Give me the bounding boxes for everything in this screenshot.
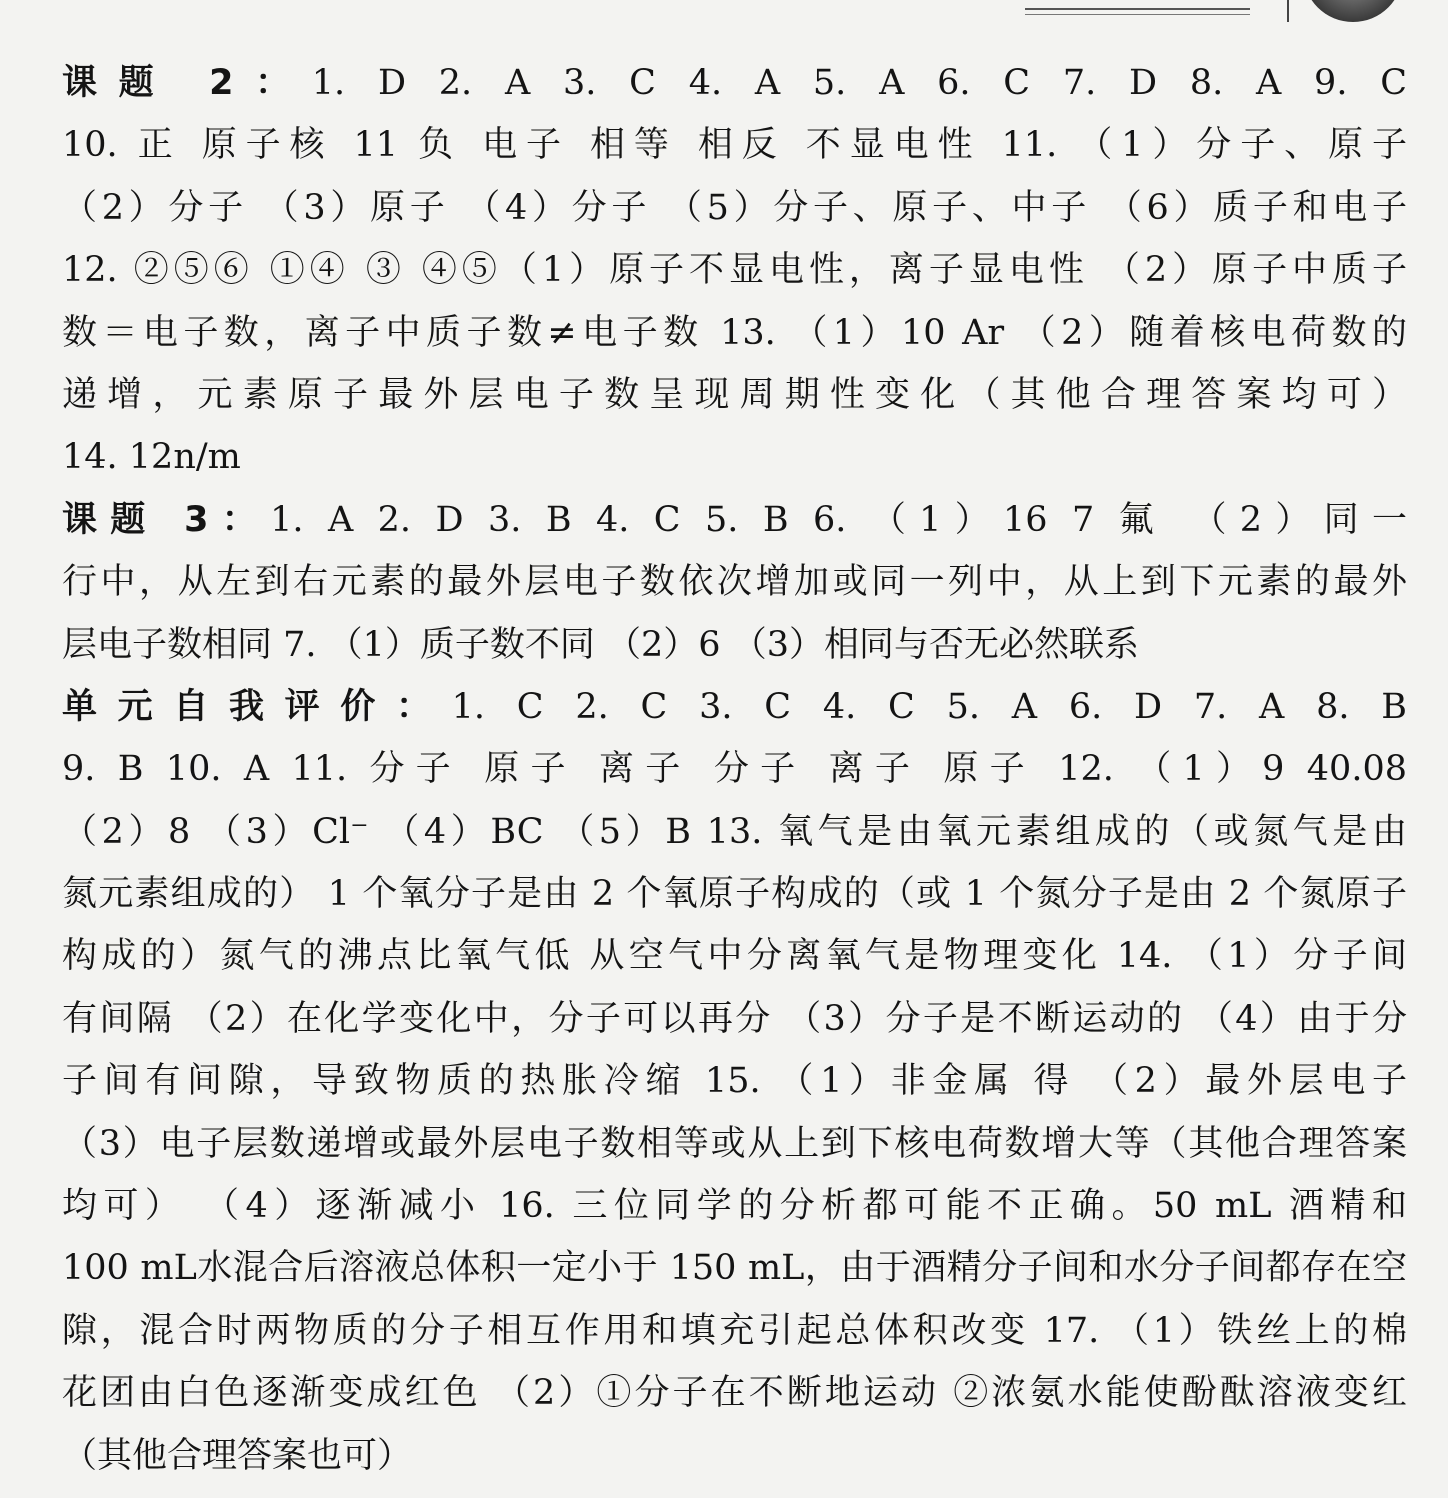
text-line-14: 氮元素组成的） 1 个氧分子是由 2 个氧原子构成的（或 1 个氮分子是由 2 个氮原子 <box>62 874 1407 915</box>
text-line-11: 单元自我评价：1. C 2. C 3. C 4. C 5. A 6. D 7. A 8. B <box>62 686 1407 727</box>
text-line-13: （2）8 （3）Cl⁻ （4）BC （5）B 13. 氧气是由氧元素组成的（或氮气是由 <box>62 811 1407 852</box>
text-line-1: 课题 2：1. D 2. A 3. C 4. A 5. A 6. C 7. D 8. A 9. C <box>62 63 1407 103</box>
text-line-19: 均可） （4）逐渐减小 16. 三位同学的分析都可能不正确。50 mL 酒精和 <box>62 1186 1407 1227</box>
text-line-8: 课题 3：1. A 2. D 3. B 4. C 5. B 6. （1）16 7 氟 （2）同一 <box>62 499 1407 540</box>
text-line-2: 10. 正 原子核 11 负 电子 相等 相反 不显电性 11. （1）分子、原子 <box>62 125 1407 166</box>
section-heading-unit-evaluation: 单元自我评价： <box>62 686 452 727</box>
text-line-5: 数＝电子数，离子中质子数≠电子数 13. （1）10 Ar （2）随着核电荷数的 <box>62 312 1407 353</box>
page-header-decoration <box>0 0 1448 28</box>
answer-text-block <box>62 52 1407 1487</box>
text-line-22: 花团由白色逐渐变成红色 （2）①分子在不断地运动 ②浓氨水能使酚酞溶液变红 <box>62 1373 1407 1414</box>
section-heading-keti-3: 课题 3： <box>62 499 271 540</box>
text-line-9: 行中，从左到右元素的最外层电子数依次增加或同一列中，从上到下元素的最外 <box>62 562 1407 603</box>
text-line-21: 隙，混合时两物质的分子相互作用和填充引起总体积改变 17. （1）铁丝上的棉 <box>62 1310 1407 1351</box>
text-line-16: 有间隔 （2）在化学变化中，分子可以再分 （3）分子是不断运动的 （4）由于分 <box>62 998 1407 1039</box>
header-rule <box>1025 8 1250 15</box>
text-line-20: 100 mL水混合后溶液总体积一定小于 150 mL，由于酒精分子间和水分子间都存在空 <box>62 1248 1407 1289</box>
text-line-18: （3）电子层数递增或最外层电子数相等或从上到下核电荷数增大等（其他合理答案 <box>62 1123 1407 1164</box>
text-line-7: 14. 12n/m <box>62 437 241 478</box>
section-heading-ketí-2: 课题 2： <box>62 63 312 103</box>
header-tick <box>1287 0 1289 22</box>
text-line-3: （2）分子 （3）原子 （4）分子 （5）分子、原子、中子 （6）质子和电子 <box>62 187 1407 228</box>
text-line-17: 子间有间隙，导致物质的热胀冷缩 15. （1）非金属 得 （2）最外层电子 <box>62 1061 1407 1102</box>
page-corner-emblem <box>1303 0 1403 22</box>
text-line-15: 构成的）氮气的沸点比氧气低 从空气中分离氧气是物理变化 14. （1）分子间 <box>62 936 1407 977</box>
text-line-23: （其他合理答案也可） <box>62 1435 413 1476</box>
text-line-10: 层电子数相同 7. （1）质子数不同 （2）6 （3）相同与否无必然联系 <box>62 624 1139 665</box>
text-line-12: 9. B 10. A 11. 分子 原子 离子 分子 离子 原子 12. （1）9 40.08 <box>62 749 1407 790</box>
text-line-4: 12. ②⑤⑥ ①④ ③ ④⑤（1）原子不显电性，离子显电性 （2）原子中质子 <box>62 250 1407 291</box>
text-line-6: 递增，元素原子最外层电子数呈现周期性变化（其他合理答案均可） <box>62 374 1407 415</box>
